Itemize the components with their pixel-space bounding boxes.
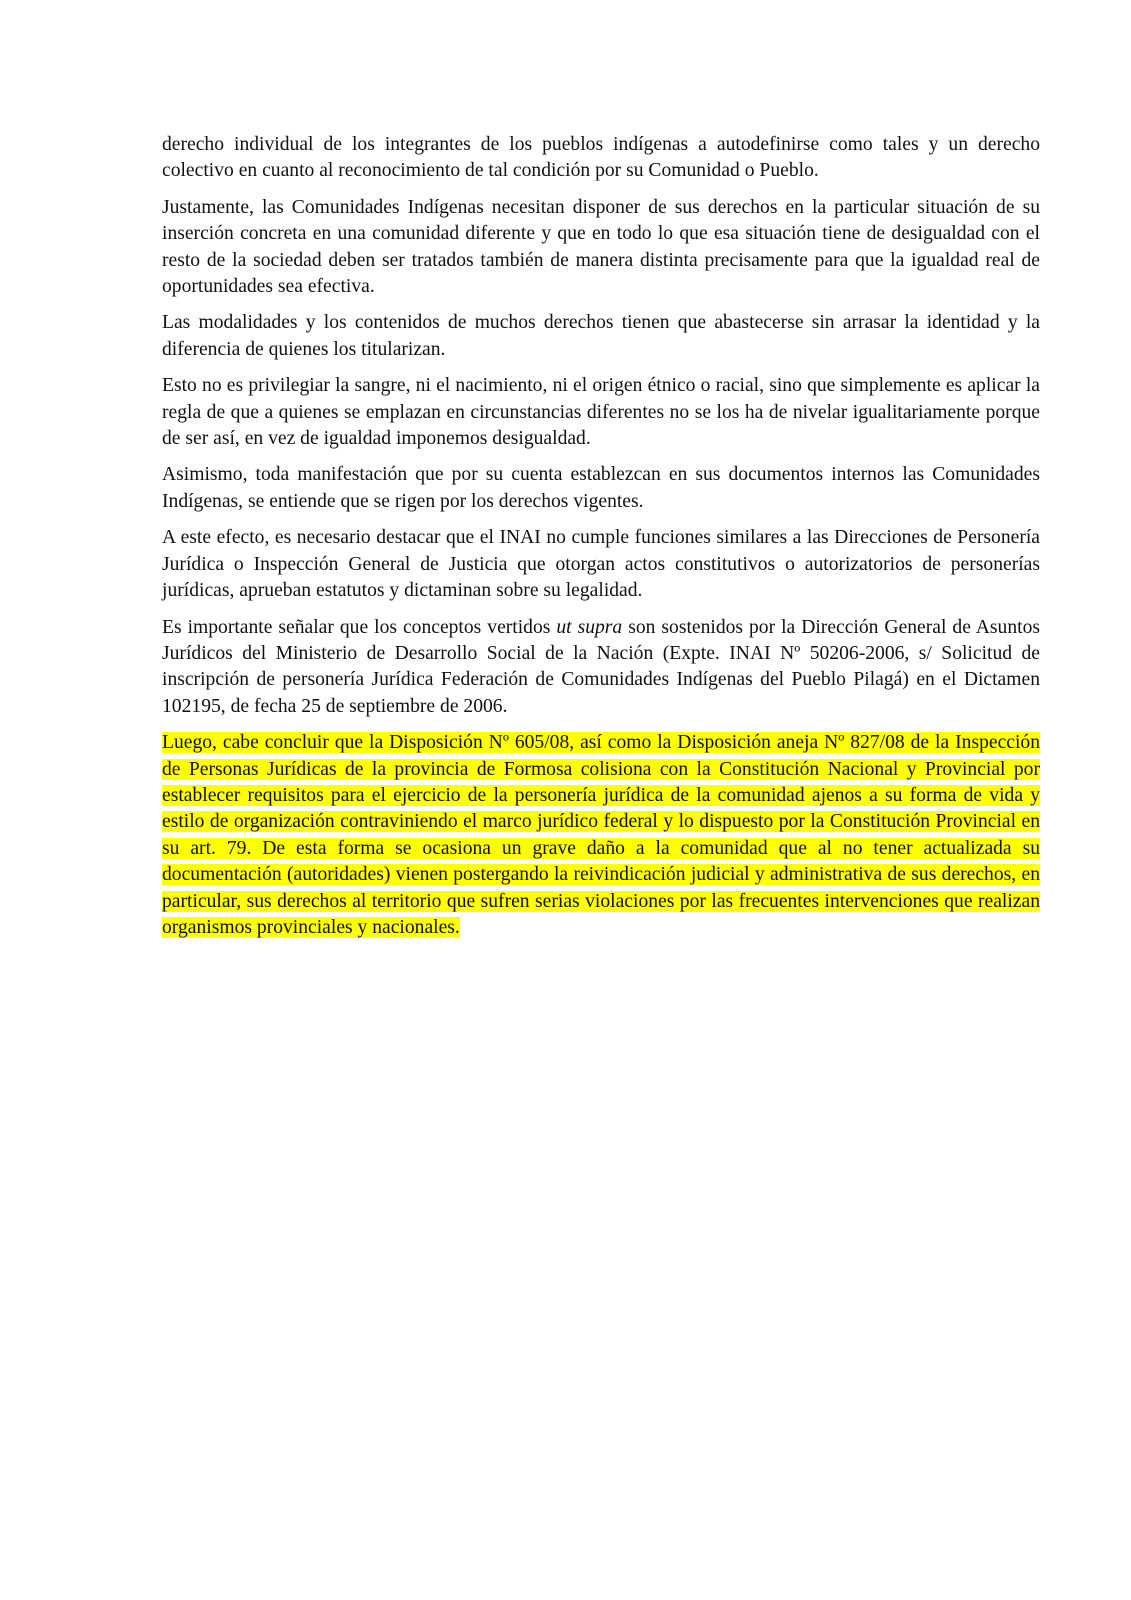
document-body xyxy=(162,132,1040,951)
paragraph-8-highlighted xyxy=(162,730,1040,941)
paragraph-7-text-end: son sostenidos por la Dirección General de Asuntos Jurídicos del Ministerio de Desarrollo Social de la Nación (Expte. INAI Nº 50206-2006, s/ Solicitud de inscripción de personería Jurídica Federación de Comunidades Indígenas del Pueblo Pilagá) en el Dictamen 102195, de fecha 25 de septiembre de 2006. xyxy=(162,616,1041,717)
highlighted-conclusion-text: Luego, cabe concluir que la Disposición Nº 605/08, así como la Disposición aneja Nº 827/08 de la Inspección de Personas Jurídicas de la provincia de Formosa colisiona con la Constitución Nacional y Provincial por establecer requisitos para el ejercicio de la personería jurídica de la comunidad ajenos a su forma de vida y estilo de organización contraviniendo el marco jurídico federal y lo dispuesto por la Constitución Provincial en su art. 79. De esta forma se ocasiona un grave daño a la comunidad que al no tener actualizada su documentación (autoridades) vienen postergando la reivindicación judicial y administrativa de sus derechos, en particular, sus derechos al territorio que sufren serias violaciones por las frecuentes intervenciones que realizan organismos provinciales y nacionales. xyxy=(162,732,1040,938)
paragraph-4: Esto no es privilegiar la sangre, ni el nacimiento, ni el origen étnico o racial, sino que simplemente es aplicar la regla de que a quienes se emplazan en circunstancias diferentes no se los ha de nivelar igualitariamente porque de ser así, en vez de igualdad imponemos desigualdad. xyxy=(162,375,1040,450)
paragraph-2: Justamente, las Comunidades Indígenas necesitan disponer de sus derechos en la particular situación de su inserción concreta en una comunidad diferente y que en todo lo que esa situación tiene de desigualdad con el resto de la sociedad deben ser tratados también de manera distinta precisamente para que la igualdad real de oportunidades sea efectiva. xyxy=(162,196,1040,298)
paragraph-7-text-start: Es importante señalar que los conceptos vertidos xyxy=(162,616,557,638)
latin-phrase-italic: ut supra xyxy=(556,616,623,638)
paragraph-7 xyxy=(162,615,1040,721)
paragraph-3: Las modalidades y los contenidos de muchos derechos tienen que abastecerse sin arrasar la identidad y la diferencia de quienes los titularizan. xyxy=(162,312,1040,360)
paragraph-1: derecho individual de los integrantes de los pueblos indígenas a autodefinirse como tales y un derecho colectivo en cuanto al reconocimiento de tal condición por su Comunidad o Pueblo. xyxy=(162,134,1040,182)
paragraph-5: Asimismo, toda manifestación que por su cuenta establezcan en sus documentos internos las Comunidades Indígenas, se entiende que se rigen por los derechos vigentes. xyxy=(162,464,1040,512)
paragraph-6: A este efecto, es necesario destacar que el INAI no cumple funciones similares a las Direcciones de Personería Jurídica o Inspección General de Justicia que otorgan actos constitutivos o autorizatorios de personerías jurídicas, aprueban estatutos y dictaminan sobre su legalidad. xyxy=(162,527,1040,602)
